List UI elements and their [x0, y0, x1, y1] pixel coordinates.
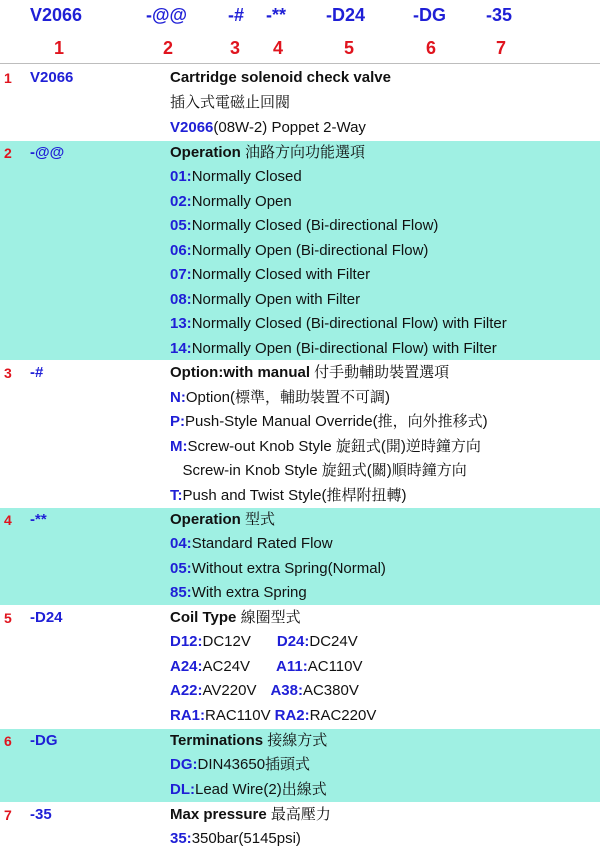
option-line: 02:Normally Open	[170, 193, 292, 210]
option-line: 06:Normally Open (Bi-directional Flow)	[170, 242, 429, 259]
option-line: Screw-in Knob Style 旋鈕式(關)順時鐘方向	[170, 462, 467, 479]
option-line: 07:Normally Closed with Filter	[170, 266, 371, 283]
header-code-3: -#	[228, 5, 245, 25]
header-number-1: 1	[54, 38, 65, 58]
header-number-5: 5	[344, 38, 355, 58]
section-model	[0, 66, 600, 140]
header-code-6: -DG	[413, 5, 446, 25]
section-code: V2066	[30, 69, 74, 86]
option-line: P:Push-Style Manual Override(推，向外推移式)	[170, 413, 488, 430]
section-title: Coil Type 線圈型式	[170, 609, 301, 626]
section-number: 4	[4, 512, 12, 528]
section-number: 3	[4, 365, 12, 381]
section-coil-type	[0, 606, 600, 728]
header-number-2: 2	[163, 38, 174, 58]
section-manual-option	[0, 361, 600, 507]
section-title: Terminations 接線方式	[170, 732, 328, 749]
section-title: Cartridge solenoid check valve	[170, 69, 391, 86]
header-number-3: 3	[230, 38, 241, 58]
option-line: T:Push and Twist Style(推桿附扭轉)	[170, 487, 407, 504]
option-line: A22:AV220V A38:AC380V	[170, 682, 359, 699]
option-line: D12:DC12V D24:DC24V	[170, 633, 358, 650]
section-code: -D24	[30, 609, 63, 626]
option-line: 13:Normally Closed (Bi-directional Flow) with Filter	[170, 315, 507, 332]
section-operation-type	[0, 508, 600, 605]
section-operation	[0, 141, 600, 360]
option-line: M:Screw-out Knob Style 旋鈕式(開)逆時鐘方向	[170, 438, 481, 455]
section-number: 7	[4, 807, 12, 823]
section-terminations	[0, 729, 600, 802]
section-title: Operation 油路方向功能選項	[170, 144, 366, 161]
header-code-4: -**	[266, 5, 287, 25]
section-code: -#	[30, 364, 44, 381]
header-divider	[0, 63, 600, 64]
code-header	[0, 0, 600, 64]
option-line: A24:AC24V A11:AC110V	[170, 658, 363, 675]
section-code: -@@	[30, 144, 65, 161]
header-code-2: -@@	[146, 5, 188, 25]
section-title: Option:with manual 付手動輔助裝置選項	[170, 364, 450, 381]
header-number-6: 6	[426, 38, 437, 58]
option-line: 14:Normally Open (Bi-directional Flow) with Filter	[170, 340, 497, 357]
option-line: RA1:RAC110V RA2:RAC220V	[170, 707, 377, 724]
option-line: 05:Without extra Spring(Normal)	[170, 560, 386, 577]
option-line: DG:DIN43650插頭式	[170, 756, 311, 773]
section-code: -DG	[30, 732, 58, 749]
section-title: Max pressure 最高壓力	[170, 806, 331, 823]
option-line: DL:Lead Wire(2)出線式	[170, 781, 327, 798]
header-code-7: -35	[486, 5, 513, 25]
header-code-5: -D24	[326, 5, 366, 25]
section-code: -**	[30, 511, 47, 528]
header-number-7: 7	[496, 38, 507, 58]
option-line: 35:350bar(5145psi)	[170, 830, 301, 847]
option-line: 85:With extra Spring	[170, 584, 307, 601]
option-line: 04:Standard Rated Flow	[170, 535, 333, 552]
section-code: -35	[30, 806, 52, 823]
section-title: Operation 型式	[170, 511, 276, 528]
section-number: 1	[4, 70, 12, 86]
header-number-4: 4	[273, 38, 284, 58]
option-line: 插入式電磁止回閥	[170, 94, 291, 111]
section-number: 2	[4, 145, 12, 161]
section-max-pressure	[0, 803, 600, 851]
option-line: 08:Normally Open with Filter	[170, 291, 361, 308]
header-code-1: V2066	[30, 5, 83, 25]
option-line: 01:Normally Closed	[170, 168, 302, 185]
section-number: 6	[4, 733, 12, 749]
option-line: N:Option(標準，輔助裝置不可調)	[170, 389, 391, 406]
option-line: 05:Normally Closed (Bi-directional Flow)	[170, 217, 439, 234]
section-number: 5	[4, 610, 12, 626]
option-line: V2066(08W-2) Poppet 2-Way	[170, 119, 366, 136]
